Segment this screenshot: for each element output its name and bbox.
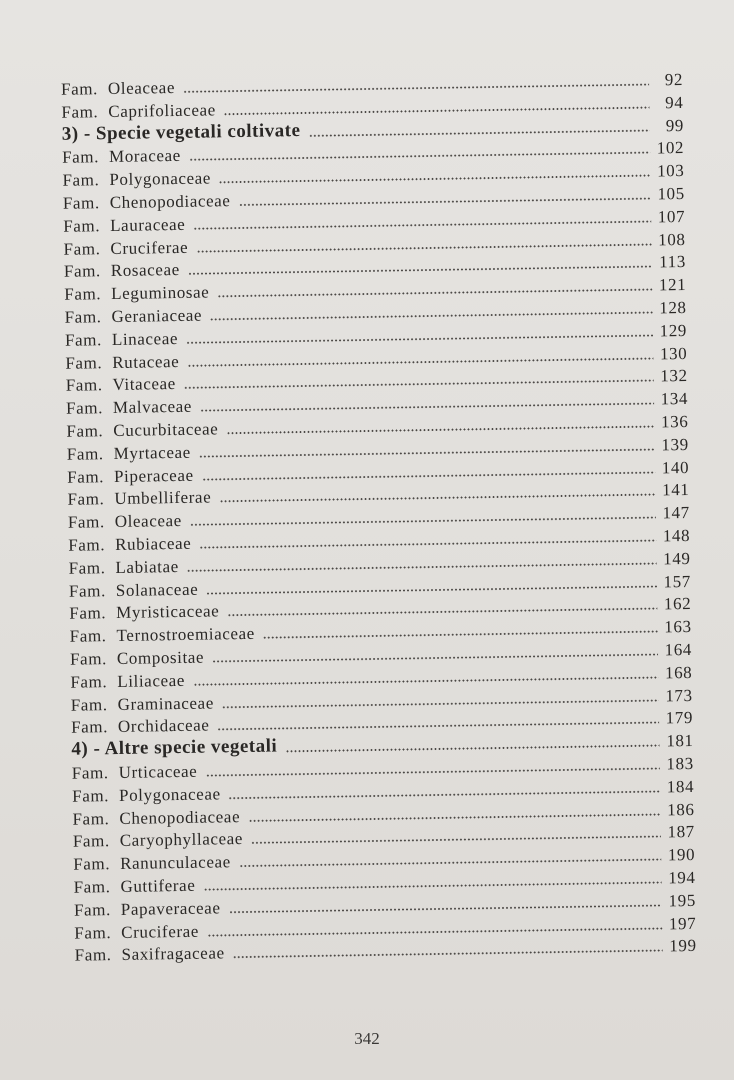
toc-entry-title: Malvaceae — [112, 396, 193, 418]
toc-entry-title: Linaceae — [111, 328, 179, 349]
toc-entry-prefix: Fam. — [66, 443, 104, 464]
toc-entry-page-number: 141 — [661, 480, 690, 500]
toc-entry-title: Myrtaceae — [113, 442, 191, 463]
toc-entry-prefix: Fam. — [73, 877, 111, 897]
toc-entry-prefix: Fam. — [72, 831, 110, 852]
toc-entry-page-number: 132 — [660, 366, 688, 386]
dot-leader — [233, 950, 663, 959]
toc-entry-prefix: Fam. — [64, 329, 103, 350]
toc-entry-page-number: 149 — [663, 548, 691, 569]
toc-entry-title: Papaveraceae — [120, 898, 221, 919]
toc-entry-prefix: Fam. — [63, 215, 101, 236]
toc-entry-title: Cucurbitaceae — [113, 419, 219, 441]
toc-entry-page-number: 187 — [667, 822, 695, 842]
toc-entry-page-number: 186 — [667, 799, 695, 819]
toc-entry-page-number: 139 — [661, 434, 689, 455]
toc-entry-title: Rutaceae — [112, 351, 180, 372]
toc-entry-page-number: 108 — [658, 229, 686, 250]
toc-entry-prefix: Fam. — [65, 352, 103, 373]
toc-entry-prefix: Fam. — [65, 375, 103, 396]
toc-entry-prefix: Fam. — [66, 421, 104, 441]
toc-entry-page-number: 92 — [664, 70, 684, 90]
toc-entry-prefix: Fam. — [70, 694, 108, 715]
toc-section-title: 4) - Altre specie vegetali — [71, 735, 278, 760]
toc-entry-title: Saxifragaceae — [121, 943, 225, 965]
toc-section-title: 3) - Specie vegetali coltivate — [61, 119, 301, 145]
toc-entry-title: Guttiferae — [120, 875, 196, 896]
toc-entry-title: Myristicaceae — [116, 601, 220, 623]
toc-entry-title: Compositae — [116, 647, 205, 668]
toc-entry-page-number: 113 — [659, 252, 687, 272]
toc-entry-prefix: Fam. — [60, 79, 99, 99]
toc-entry-page-number: 134 — [660, 389, 689, 409]
toc-entry-page-number: 99 — [665, 115, 684, 135]
toc-entry-prefix: Fam. — [63, 238, 101, 259]
toc-entry-title: Oleaceae — [107, 78, 176, 99]
toc-entry-prefix: Fam. — [64, 307, 102, 327]
toc-entry-prefix: Fam. — [67, 466, 105, 487]
toc-entry-prefix: Fam. — [71, 763, 109, 783]
toc-entry-page-number: 121 — [658, 275, 687, 295]
toc-entry-prefix: Fam. — [70, 717, 109, 738]
toc-entry-page-number: 190 — [667, 845, 696, 865]
toc-entry-title: Polygonaceae — [109, 168, 212, 190]
toc-entry-page-number: 129 — [659, 320, 688, 341]
toc-entry-prefix: Fam. — [68, 580, 106, 601]
toc-entry-page-number: 162 — [663, 594, 692, 614]
toc-entry-prefix: Fam. — [63, 261, 101, 282]
toc-entry-title: Leguminosae — [111, 282, 210, 304]
toc-entry-title: Rubiaceae — [114, 533, 192, 554]
toc-entry-prefix: Fam. — [72, 808, 110, 829]
page-number: 342 — [354, 1029, 380, 1048]
toc-entry-prefix: Fam. — [64, 284, 102, 304]
toc-entry-title: Piperaceae — [113, 465, 194, 486]
toc-entry-page-number: 197 — [668, 913, 697, 933]
toc-entry-page-number: 130 — [659, 343, 688, 364]
toc-entry-prefix: Fam. — [62, 193, 100, 213]
toc-entry-prefix: Fam. — [62, 170, 100, 190]
toc-entry-title: Ternostroemiaceae — [116, 624, 256, 646]
toc-entry-page-number: 173 — [665, 685, 693, 705]
toc-entry-page-number: 148 — [662, 525, 691, 546]
toc-entry-title: Polygonaceae — [118, 784, 221, 805]
toc-entry-prefix: Fam. — [74, 945, 112, 966]
toc-entry-title: Urticaceae — [118, 761, 198, 782]
toc-entry-title: Moraceae — [108, 146, 181, 167]
toc-entry-prefix: Fam. — [70, 671, 108, 692]
toc-entry-page-number: 183 — [666, 753, 694, 774]
toc-entry-title: Ranunculaceae — [119, 852, 231, 874]
toc-entry-title: Labiatae — [115, 556, 179, 577]
toc-entry-title: Chenopodiaceae — [109, 191, 231, 213]
toc-entry-prefix: Fam. — [62, 147, 100, 168]
toc-entry-page-number: 136 — [660, 411, 689, 432]
toc-entry-title: Caryophyllaceae — [119, 829, 244, 851]
toc-entry-page-number: 168 — [664, 662, 693, 683]
toc-entry-title: Liliaceae — [117, 670, 186, 691]
toc-entry-prefix: Fam. — [67, 489, 105, 510]
toc-entry-title: Geraniaceae — [111, 305, 203, 327]
toc-entry-page-number: 181 — [666, 731, 694, 751]
toc-entry-prefix: Fam. — [67, 512, 105, 532]
toc-entry-title: Cruciferae — [110, 237, 189, 258]
toc-entry-prefix: Fam. — [65, 398, 104, 418]
toc-entry-page-number: 147 — [662, 503, 690, 523]
toc-entry-page-number: 195 — [668, 890, 697, 911]
toc-entry-title: Vitaceae — [112, 374, 176, 395]
toc-entry-page-number: 102 — [656, 138, 685, 158]
toc-entry-page-number: 103 — [656, 161, 685, 181]
toc-entry-title: Lauraceae — [109, 214, 186, 235]
toc-entry-page-number: 157 — [663, 571, 692, 591]
toc-entry-prefix: Fam. — [73, 899, 111, 920]
toc-entry-title: Solanaceae — [115, 579, 199, 600]
toc-entry-prefix: Fam. — [69, 626, 107, 646]
toc-entry-title: Rosaceae — [110, 260, 180, 281]
toc-entry-title: Cruciferae — [121, 921, 200, 942]
toc-entry-page-number: 128 — [659, 297, 687, 318]
toc-entry-title: Chenopodiaceae — [119, 806, 241, 828]
toc-entry-page-number: 184 — [666, 776, 695, 797]
toc-entry-prefix: Fam. — [61, 102, 99, 122]
toc-entry-page-number: 199 — [669, 936, 697, 956]
toc-entry-title: Oleaceae — [114, 511, 182, 532]
toc-entry-title: Umbelliferae — [114, 487, 212, 509]
toc-entry-title: Caprifoliaceae — [108, 100, 216, 121]
toc-entry-prefix: Fam. — [68, 557, 106, 578]
toc-entry-page-number: 94 — [665, 92, 684, 113]
toc-entry-page-number: 194 — [668, 867, 696, 888]
table-of-contents — [0, 65, 726, 966]
toc-entry-page-number: 179 — [665, 708, 694, 728]
toc-entry-page-number: 105 — [657, 184, 685, 204]
toc-entry-page-number: 107 — [657, 206, 686, 227]
toc-entry-page-number: 163 — [664, 617, 692, 637]
toc-entry-title: Graminaceae — [117, 693, 215, 714]
toc-entry-prefix: Fam. — [72, 785, 110, 806]
toc-entry-prefix: Fam. — [69, 649, 108, 669]
toc-entry-prefix: Fam. — [74, 922, 112, 943]
toc-entry-prefix: Fam. — [68, 535, 106, 555]
toc-entry-page-number: 164 — [664, 639, 693, 660]
toc-entry-prefix: Fam. — [69, 603, 107, 624]
toc-entry-title: Orchidaceae — [117, 715, 210, 737]
toc-entry-prefix: Fam. — [73, 854, 111, 874]
toc-entry-page-number: 140 — [661, 457, 690, 477]
